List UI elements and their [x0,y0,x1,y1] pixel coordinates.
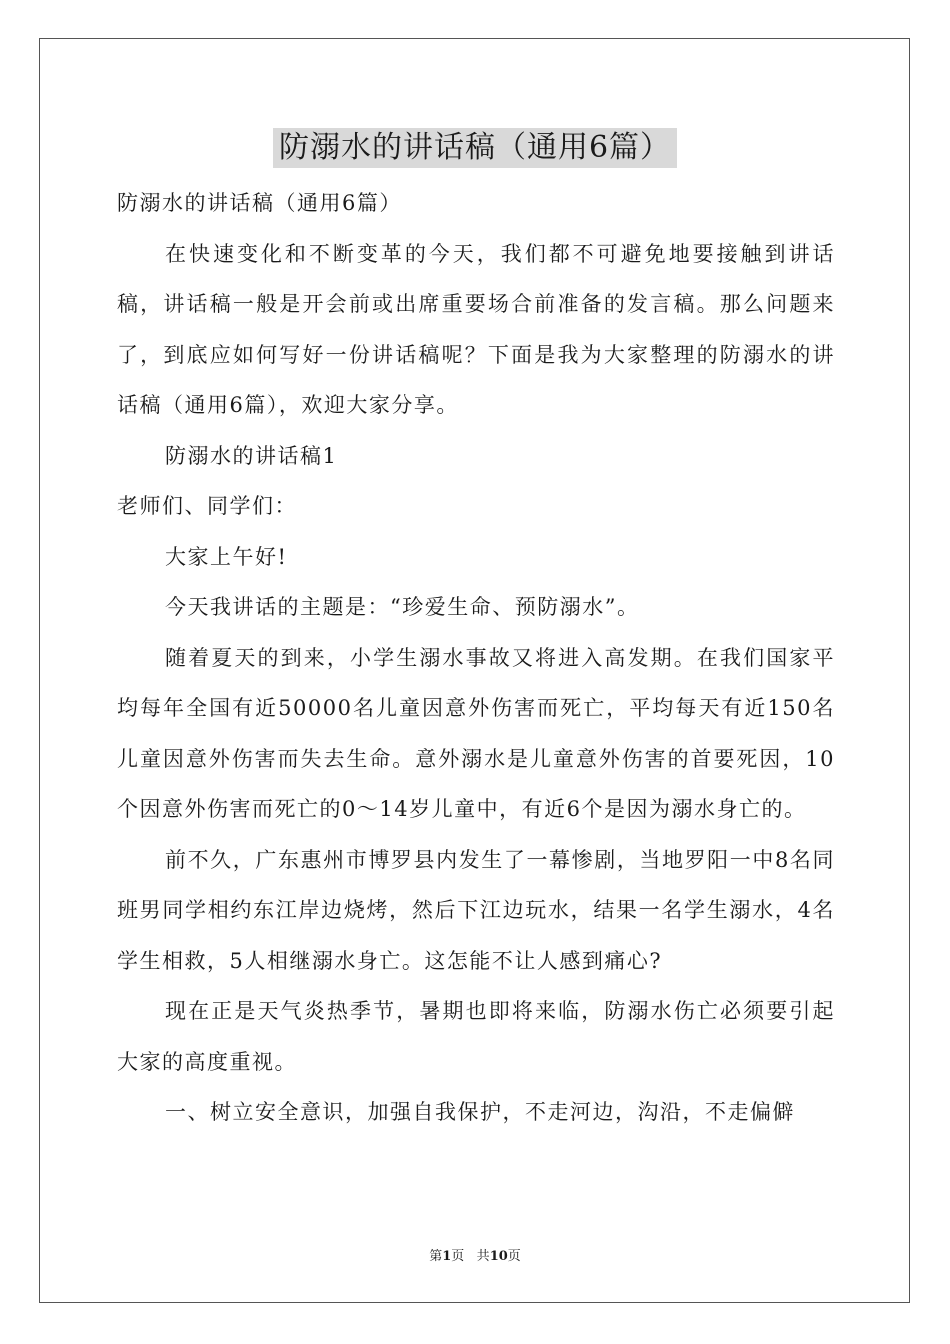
paragraph-topic: 今天我讲话的主题是：“珍爱生命、预防溺水”。 [165,595,640,619]
paragraph-salutation: 老师们、同学们： [117,494,297,518]
paragraph-incident: 前不久，广东惠州市博罗县内发生了一幕惨剧，当地罗阳一中8名同班男同学相约东江岸边烧烤，然后下江边玩水，结果一名学生溺水，4名学生相救，5人相继溺水身亡。这怎能不让人感到痛心? [117,847,835,973]
paragraph-statistics: 随着夏天的到来，小学生溺水事故又将进入高发期。在我们国家平均每年全国有近50000名儿童因意外伤害而死亡，平均每天有近150名儿童因意外伤害而失去生命。意外溺水是儿童意外伤害的首要死因，10个因意外伤害而死亡的0～14岁儿童中，有近6个是因为溺水身亡的。 [117,645,835,821]
document-title: 防溺水的讲话稿（通用6篇） [273,128,677,168]
footer-total-suffix: 页 [507,1249,521,1264]
section-heading: 防溺水的讲话稿1 [165,443,338,468]
page-footer [0,1248,950,1266]
paragraph-greeting: 大家上午好! [165,544,288,569]
footer-prefix: 第 [429,1249,443,1264]
paragraph-intro: 在快速变化和不断变革的今天，我们都不可避免地要接触到讲话稿，讲话稿一般是开会前或出席重要场合前准备的发言稿。那么问题来了，到底应如何写好一份讲话稿呢？下面是我为大家整理的防溺水的讲话稿（通用6篇），欢迎大家分享。 [117,241,835,417]
footer-total-prefix: 共 [476,1249,490,1264]
paragraph-point-one: 一、树立安全意识，加强自我保护，不走河边，沟沿，不走偏僻 [165,1100,795,1124]
footer-current-page: 1 [442,1249,452,1264]
footer-page-suffix: 页 [451,1249,465,1264]
document-body [117,178,835,1138]
footer-total-pages: 10 [489,1249,508,1264]
title-container [0,128,950,168]
paragraph-season: 现在正是天气炎热季节，暑期也即将来临，防溺水伤亡必须要引起大家的高度重视。 [117,999,835,1074]
paragraph-subtitle: 防溺水的讲话稿（通用6篇） [117,191,402,215]
